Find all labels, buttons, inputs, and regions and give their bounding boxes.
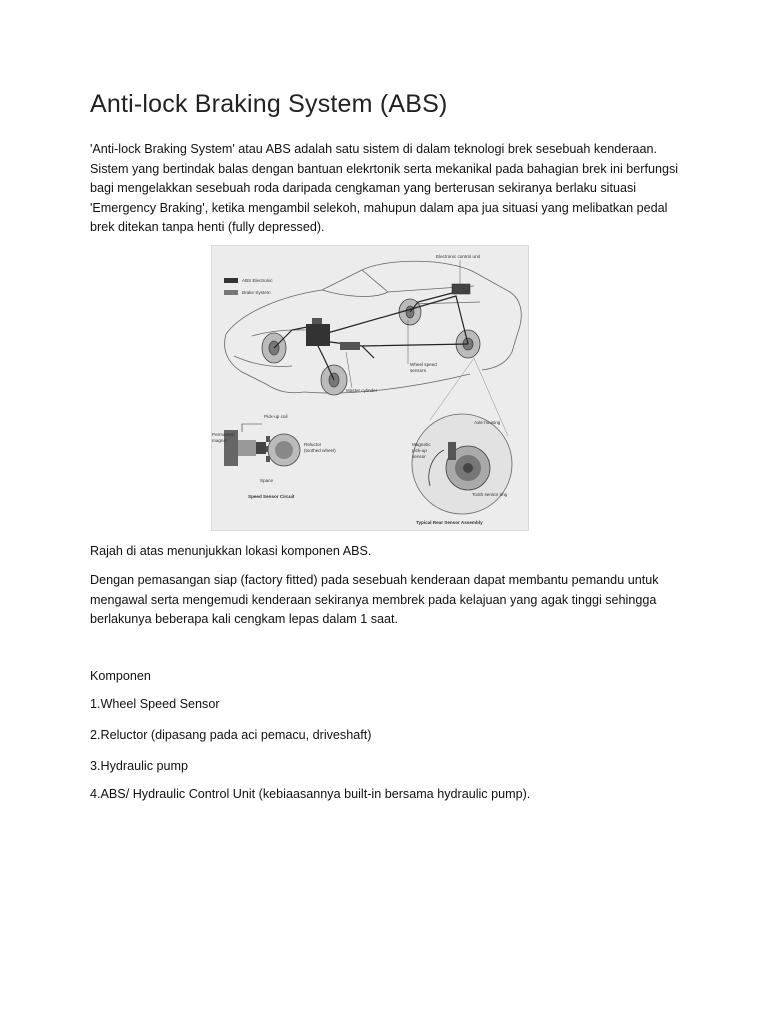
brake-lines [274,292,468,380]
label-master-cylinder: Master cylinder [346,388,378,393]
label-ecu: Electronic control unit [436,254,480,259]
factory-fitted-paragraph: Dengan pemasangan siap (factory fitted) pada sesebuah kenderaan dapat membantu pemandu untuk mengawal serta mengemudi kenderaan sekiranya membrek pada kelajuan yang agak tinggi sehingga berlakunya beberapa kali cengkam lepas dalam 1 saat. [90,573,659,626]
diagram-legend [224,278,273,295]
label-sensor-assembly: Typical Rear Sensor Assembly [416,520,483,525]
abs-component-diagram [211,245,529,531]
label-reluctor-1: Reluctor [304,442,322,447]
component-item-control-unit: 4.ABS/ Hydraulic Control Unit (kebiaasannya built-in bersama hydraulic pump). [90,787,531,801]
page-title: Anti-lock Braking System (ABS) [90,90,448,118]
hydraulic-unit [306,318,360,350]
legend-brake-system: Brake System [242,290,271,295]
label-wheel-speed-sensors-2: sensors [410,368,427,373]
figure-caption: Rajah di atas menunjukkan lokasi komponen ABS. [90,544,372,558]
label-axle-housing: Axle housing [474,420,501,425]
component-item-wheel-speed-sensor: 1.Wheel Speed Sensor [90,697,220,711]
label-tooth-sensor-ring: Tooth sensor ring [472,492,508,497]
label-magnetic-pickup-1: Magnetic [412,442,431,447]
label-permanent-magnet-1: Permanent [212,432,235,437]
label-reluctor-2: (toothed wheel) [304,448,336,453]
sensor-assembly-magnifier [412,358,512,514]
component-item-reluctor: 2.Reluctor (dipasang pada aci pemacu, driveshaft) [90,728,372,742]
components-heading: Komponen [90,669,151,683]
label-pickup-coil: Pick-up coil [264,414,288,419]
speed-sensor-circuit-inset [224,424,300,466]
wheels [262,299,480,395]
label-permanent-magnet-2: magnet [212,438,228,443]
label-magnetic-pickup-2: pick-up [412,448,427,453]
label-space: Space [260,478,274,483]
label-magnetic-pickup-3: sensor [412,454,426,459]
intro-paragraph: 'Anti-lock Braking System' atau ABS adalah satu sistem di dalam teknologi brek sesebuah kenderaan. Sistem yang bertindak balas dengan bantuan elekrtonik serta mekanikal pada bahagian brek ini berfungsi bagi mengelakkan sesebuah roda daripada cengkaman yang berterusan sekiranya berlaku situasi 'Emergency Braking', ketika mengambil selekoh, mahupun dalam apa jua situasi yang melibatkan pedal brek ditekan tanpa henti (fully depressed). [90,142,679,234]
electronic-control-unit [452,284,470,294]
label-wheel-speed-sensors-1: Wheel speed [410,362,437,367]
label-speed-sensor-circuit: Speed Sensor Circuit [248,494,295,499]
legend-abs-electronic: ABS Electronic [242,278,273,283]
component-item-hydraulic-pump: 3.Hydraulic pump [90,759,188,773]
